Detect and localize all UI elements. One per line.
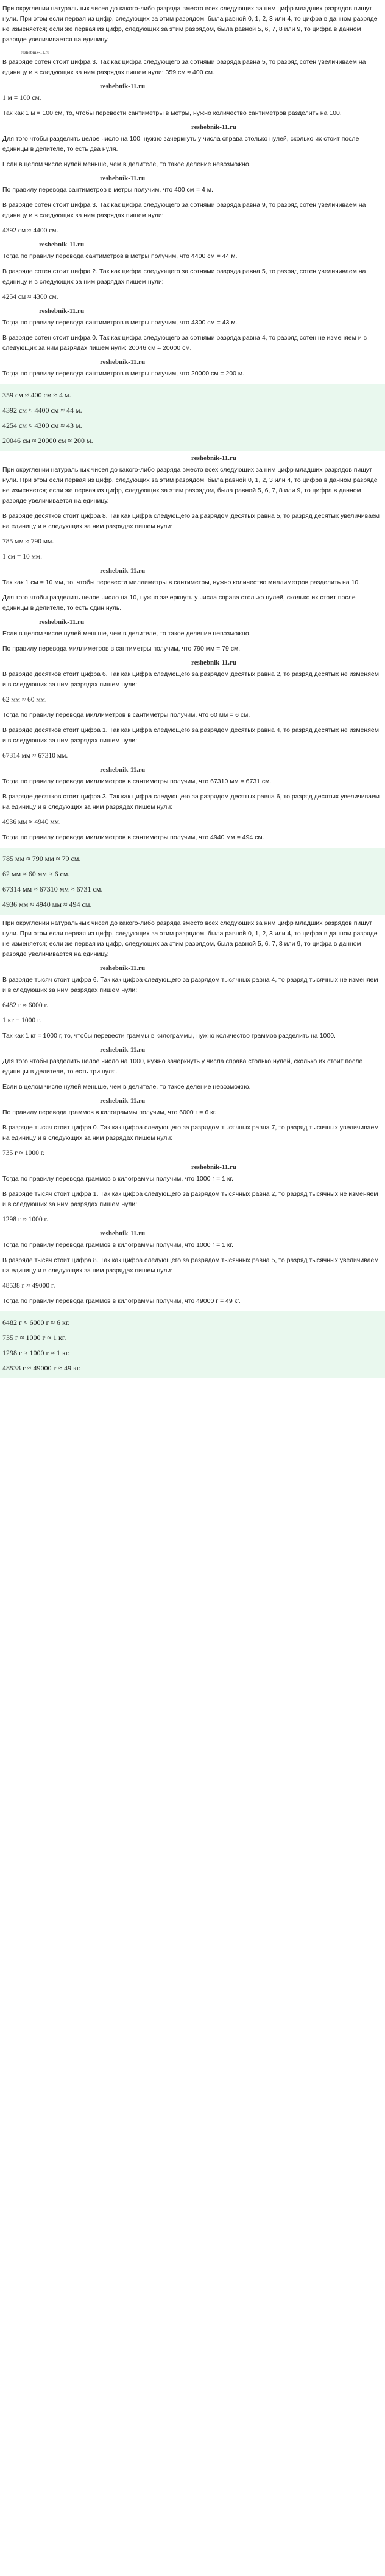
result-line: 67314 мм ≈ 67310 мм ≈ 6731 см. xyxy=(2,885,103,893)
explanation-paragraph: В разряде сотен стоит цифра 2. Так как цифра следующего за сотнями разряда равна 5, то разряд сотен увеличиваем на единицу и в следующих за ним разрядах пишем нули: xyxy=(2,268,366,285)
result-line: 735 г ≈ 1000 г ≈ 1 кг. xyxy=(2,1333,66,1342)
result-line: 20046 см ≈ 20000 см ≈ 200 м. xyxy=(2,436,93,445)
explanation-paragraph: Если в целом числе нулей меньше, чем в делителе, то такое деление невозможно. xyxy=(2,630,251,637)
explanation-paragraph: Так как 1 см = 10 мм, то, чтобы перевести миллиметры в сантиметры, нужно количество миллиметров разделить на 10. xyxy=(2,579,361,586)
explanation-paragraph: В разряде десятков стоит цифра 3. Так как цифра следующего за разрядом десятых равна 6, то разряд десятых увеличиваем на единицу и в следующих за ним разрядах пишем нули: xyxy=(2,793,380,811)
explanation-paragraph: Если в целом числе нулей меньше, чем в делителе, то такое деление невозможно. xyxy=(2,161,251,168)
equation-line: 4936 мм ≈ 4940 мм. xyxy=(2,819,61,826)
result-line: 4936 мм ≈ 4940 мм ≈ 494 см. xyxy=(2,900,92,909)
watermark: reshebnik-11.ru xyxy=(100,567,146,574)
equation-line: 62 мм ≈ 60 мм. xyxy=(2,696,47,703)
explanation-paragraph: Если в целом числе нулей меньше, чем в делителе, то такое деление невозможно. xyxy=(2,1083,251,1091)
watermark: reshebnik-11.ru xyxy=(191,1164,237,1171)
equation-line: 735 г ≈ 1000 г. xyxy=(2,1150,45,1157)
explanation-paragraph: Для того чтобы разделить целое число на 1000, нужно зачеркнуть у числа справа столько нулей, сколько их стоит после единицы в делителе, то есть три нуля. xyxy=(2,1058,363,1075)
watermark: reshebnik-11.ru xyxy=(100,1230,146,1237)
equation-line: 1 см = 10 мм. xyxy=(2,553,43,560)
equation-line: 67314 мм ≈ 67310 мм. xyxy=(2,752,68,759)
explanation-paragraph: Так как 1 кг = 1000 г, то, чтобы перевести граммы в килограммы, нужно количество граммов разделить на 1000. xyxy=(2,1032,336,1039)
explanation-paragraph: Тогда по правилу перевода миллиметров в сантиметры получим, что 67310 мм = 6731 см. xyxy=(2,778,272,785)
watermark: reshebnik-11.ru xyxy=(191,659,237,666)
explanation-paragraph: В разряде тысяч стоит цифра 1. Так как цифра следующего за разрядом тысячных равна 2, то разряд тысячных не изменяем и в следующих за ним разрядах пишем нули: xyxy=(2,1190,378,1208)
watermark: reshebnik-11.ru xyxy=(39,618,85,626)
result-line: 4392 см ≈ 4400 см ≈ 44 м. xyxy=(2,406,82,414)
explanation-paragraph: По правилу перевода граммов в килограммы получим, что 6000 г = 6 кг. xyxy=(2,1109,217,1116)
explanation-paragraph: Для того чтобы разделить целое число на 10, нужно зачеркнуть у числа справа столько нулей, сколько их стоит после единицы в делителе, то есть один нуль. xyxy=(2,594,356,612)
explanation-paragraph: В разряде сотен стоит цифра 0. Так как цифра следующего за сотнями разряда равна 4, то разряд сотен не изменяем и в следующих за ним разрядах пишем нули: 20046 см ≈ 20000 см. xyxy=(2,334,367,352)
watermark: reshebnik-11.ru xyxy=(100,358,146,366)
explanation-paragraph: В разряде тысяч стоит цифра 0. Так как цифра следующего за разрядом тысячных равна 7, то разряд тысячных увеличиваем на единицу и в следующих за ним разрядах пишем нули: xyxy=(2,1124,379,1142)
equation-line: 1 м = 100 см. xyxy=(2,94,41,102)
explanation-paragraph: Так как 1 м = 100 см, то, чтобы перевести сантиметры в метры, нужно количество сантиметров разделить на 100. xyxy=(2,110,342,117)
explanation-paragraph: В разряде сотен стоит цифра 3. Так как цифра следующего за сотнями разряда равна 9, то разряд сотен увеличиваем на единицу и в следующих за ним разрядах пишем нули: xyxy=(2,201,366,219)
explanation-paragraph: По правилу перевода сантиметров в метры получим, что 400 см = 4 м. xyxy=(2,186,213,194)
result-line: 359 см ≈ 400 см ≈ 4 м. xyxy=(2,391,71,399)
equation-line: 785 мм ≈ 790 мм. xyxy=(2,538,54,545)
watermark: reshebnik-11.ru xyxy=(21,49,49,55)
explanation-paragraph: Тогда по правилу перевода граммов в килограммы получим, что 1000 г = 1 кг. xyxy=(2,1175,233,1182)
watermark: reshebnik-11.ru xyxy=(191,124,237,131)
rounding-rule-paragraph: При округлении натуральных чисел до какого-либо разряда вместо всех следующих за ним цифр младших разрядов пишут нули. При этом если первая из цифр, следующих за этим разрядом, была равной 0, 1, 2, 3 или 4, то цифра в данном разряде не изменяется; если же первая из цифр, следующих за этим разрядом, была равной 5, 6, 7, 8 или 9, то цифра в данном разряде увеличивается на единицу. xyxy=(2,5,378,43)
explanation-paragraph: В разряде десятков стоит цифра 1. Так как цифра следующего за разрядом десятых равна 4, то разряд десятых не изменяем и в следующих за ним разрядах пишем нули: xyxy=(2,727,379,744)
explanation-paragraph: Для того чтобы разделить целое число на 100, нужно зачеркнуть у числа справа столько нулей, сколько их стоит после единицы в делителе, то есть два нуля. xyxy=(2,135,359,153)
solution-part-g-to-kg xyxy=(2,918,383,1378)
explanation-paragraph: Тогда по правилу перевода сантиметров в метры получим, что 4400 см = 44 м. xyxy=(2,253,238,260)
rounding-rule-paragraph: При округлении натуральных чисел до какого-либо разряда вместо всех следующих за ним цифр младших разрядов пишут нули. При этом если первая из цифр, следующих за этим разрядом, была равной 0, 1, 2, 3 или 4, то цифра в данном разряде не изменяется; если же первая из цифр, следующих за этим разрядом, была равной 5, 6, 7, 8 или 9, то цифра в данном разряде увеличивается на единицу. xyxy=(2,466,378,504)
watermark: reshebnik-11.ru xyxy=(39,241,85,248)
explanation-paragraph: В разряде сотен стоит цифра 3. Так как цифра следующего за сотнями разряда равна 5, то разряд сотен увеличиваем на единицу и в следующих за ним разрядах пишем нули: 359 см ≈ 400 см. xyxy=(2,58,366,76)
explanation-paragraph: Тогда по правилу перевода миллиметров в сантиметры получим, что 4940 мм = 494 см. xyxy=(2,834,264,841)
watermark: reshebnik-11.ru xyxy=(100,1097,146,1105)
results-block xyxy=(0,384,385,451)
watermark: reshebnik-11.ru xyxy=(39,307,85,315)
explanation-paragraph: В разряде тысяч стоит цифра 6. Так как цифра следующего за разрядом тысячных равна 4, то разряд тысячных не изменяем и в следующих за ним разрядах пишем нули: xyxy=(2,976,378,994)
equation-line: 6482 г ≈ 6000 г. xyxy=(2,1002,48,1009)
explanation-paragraph: Тогда по правилу перевода граммов в килограммы получим, что 49000 г = 49 кг. xyxy=(2,1297,241,1305)
watermark: reshebnik-11.ru xyxy=(100,175,146,182)
explanation-paragraph: В разряде тысяч стоит цифра 8. Так как цифра следующего за разрядом тысячных равна 5, то разряд тысячных увеличиваем на единицу и в следующих за ним разрядах пишем нули: xyxy=(2,1257,379,1274)
result-line: 48538 г ≈ 49000 г ≈ 49 кг. xyxy=(2,1364,81,1372)
result-line: 4254 см ≈ 4300 см ≈ 43 м. xyxy=(2,421,82,430)
watermark: reshebnik-11.ru xyxy=(100,766,146,773)
explanation-paragraph: Тогда по правилу перевода миллиметров в сантиметры получим, что 60 мм = 6 см. xyxy=(2,711,250,719)
results-block xyxy=(0,848,385,915)
equation-line: 1 кг = 1000 г. xyxy=(2,1017,41,1024)
solution-part-cm-to-m xyxy=(2,4,383,451)
results-block xyxy=(0,1311,385,1378)
equation-line: 4392 см ≈ 4400 см. xyxy=(2,227,58,234)
rounding-rule-paragraph: При округлении натуральных чисел до какого-либо разряда вместо всех следующих за ним цифр младших разрядов пишут нули. При этом если первая из цифр, следующих за этим разрядом, была равной 0, 1, 2, 3 или 4, то цифра в данном разряде не изменяется; если же первая из цифр, следующих за этим разрядом, была равной 5, 6, 7, 8 или 9, то цифра в данном разряде увеличивается на единицу. xyxy=(2,920,378,958)
equation-line: 1298 г ≈ 1000 г. xyxy=(2,1216,48,1223)
watermark: reshebnik-11.ru xyxy=(191,455,237,462)
result-line: 6482 г ≈ 6000 г ≈ 6 кг. xyxy=(2,1318,70,1327)
equation-line: 4254 см ≈ 4300 см. xyxy=(2,293,58,301)
solution-part-mm-to-cm xyxy=(2,455,383,915)
equation-line: 48538 г ≈ 49000 г. xyxy=(2,1282,55,1290)
explanation-paragraph: Тогда по правилу перевода сантиметров в метры получим, что 20000 см = 200 м. xyxy=(2,370,245,377)
explanation-paragraph: В разряде десятков стоит цифра 8. Так как цифра следующего за разрядом десятых равна 5, то разряд десятых увеличиваем на единицу и в следующих за ним разрядах пишем нули: xyxy=(2,512,380,530)
explanation-paragraph: Тогда по правилу перевода сантиметров в метры получим, что 4300 см = 43 м. xyxy=(2,319,238,326)
explanation-paragraph: В разряде десятков стоит цифра 6. Так как цифра следующего за разрядом десятых равна 2, то разряд десятых не изменяем и в следующих за ним разрядах пишем нули: xyxy=(2,671,379,688)
watermark: reshebnik-11.ru xyxy=(100,83,146,90)
watermark: reshebnik-11.ru xyxy=(100,1046,146,1053)
explanation-paragraph: Тогда по правилу перевода граммов в килограммы получим, что 1000 г = 1 кг. xyxy=(2,1241,233,1249)
watermark: reshebnik-11.ru xyxy=(100,965,146,972)
result-line: 785 мм ≈ 790 мм ≈ 79 см. xyxy=(2,854,81,863)
explanation-paragraph: По правилу перевода миллиметров в сантиметры получим, что 790 мм = 79 см. xyxy=(2,645,241,652)
result-line: 62 мм ≈ 60 мм ≈ 6 см. xyxy=(2,870,70,878)
result-line: 1298 г ≈ 1000 г ≈ 1 кг. xyxy=(2,1349,70,1357)
